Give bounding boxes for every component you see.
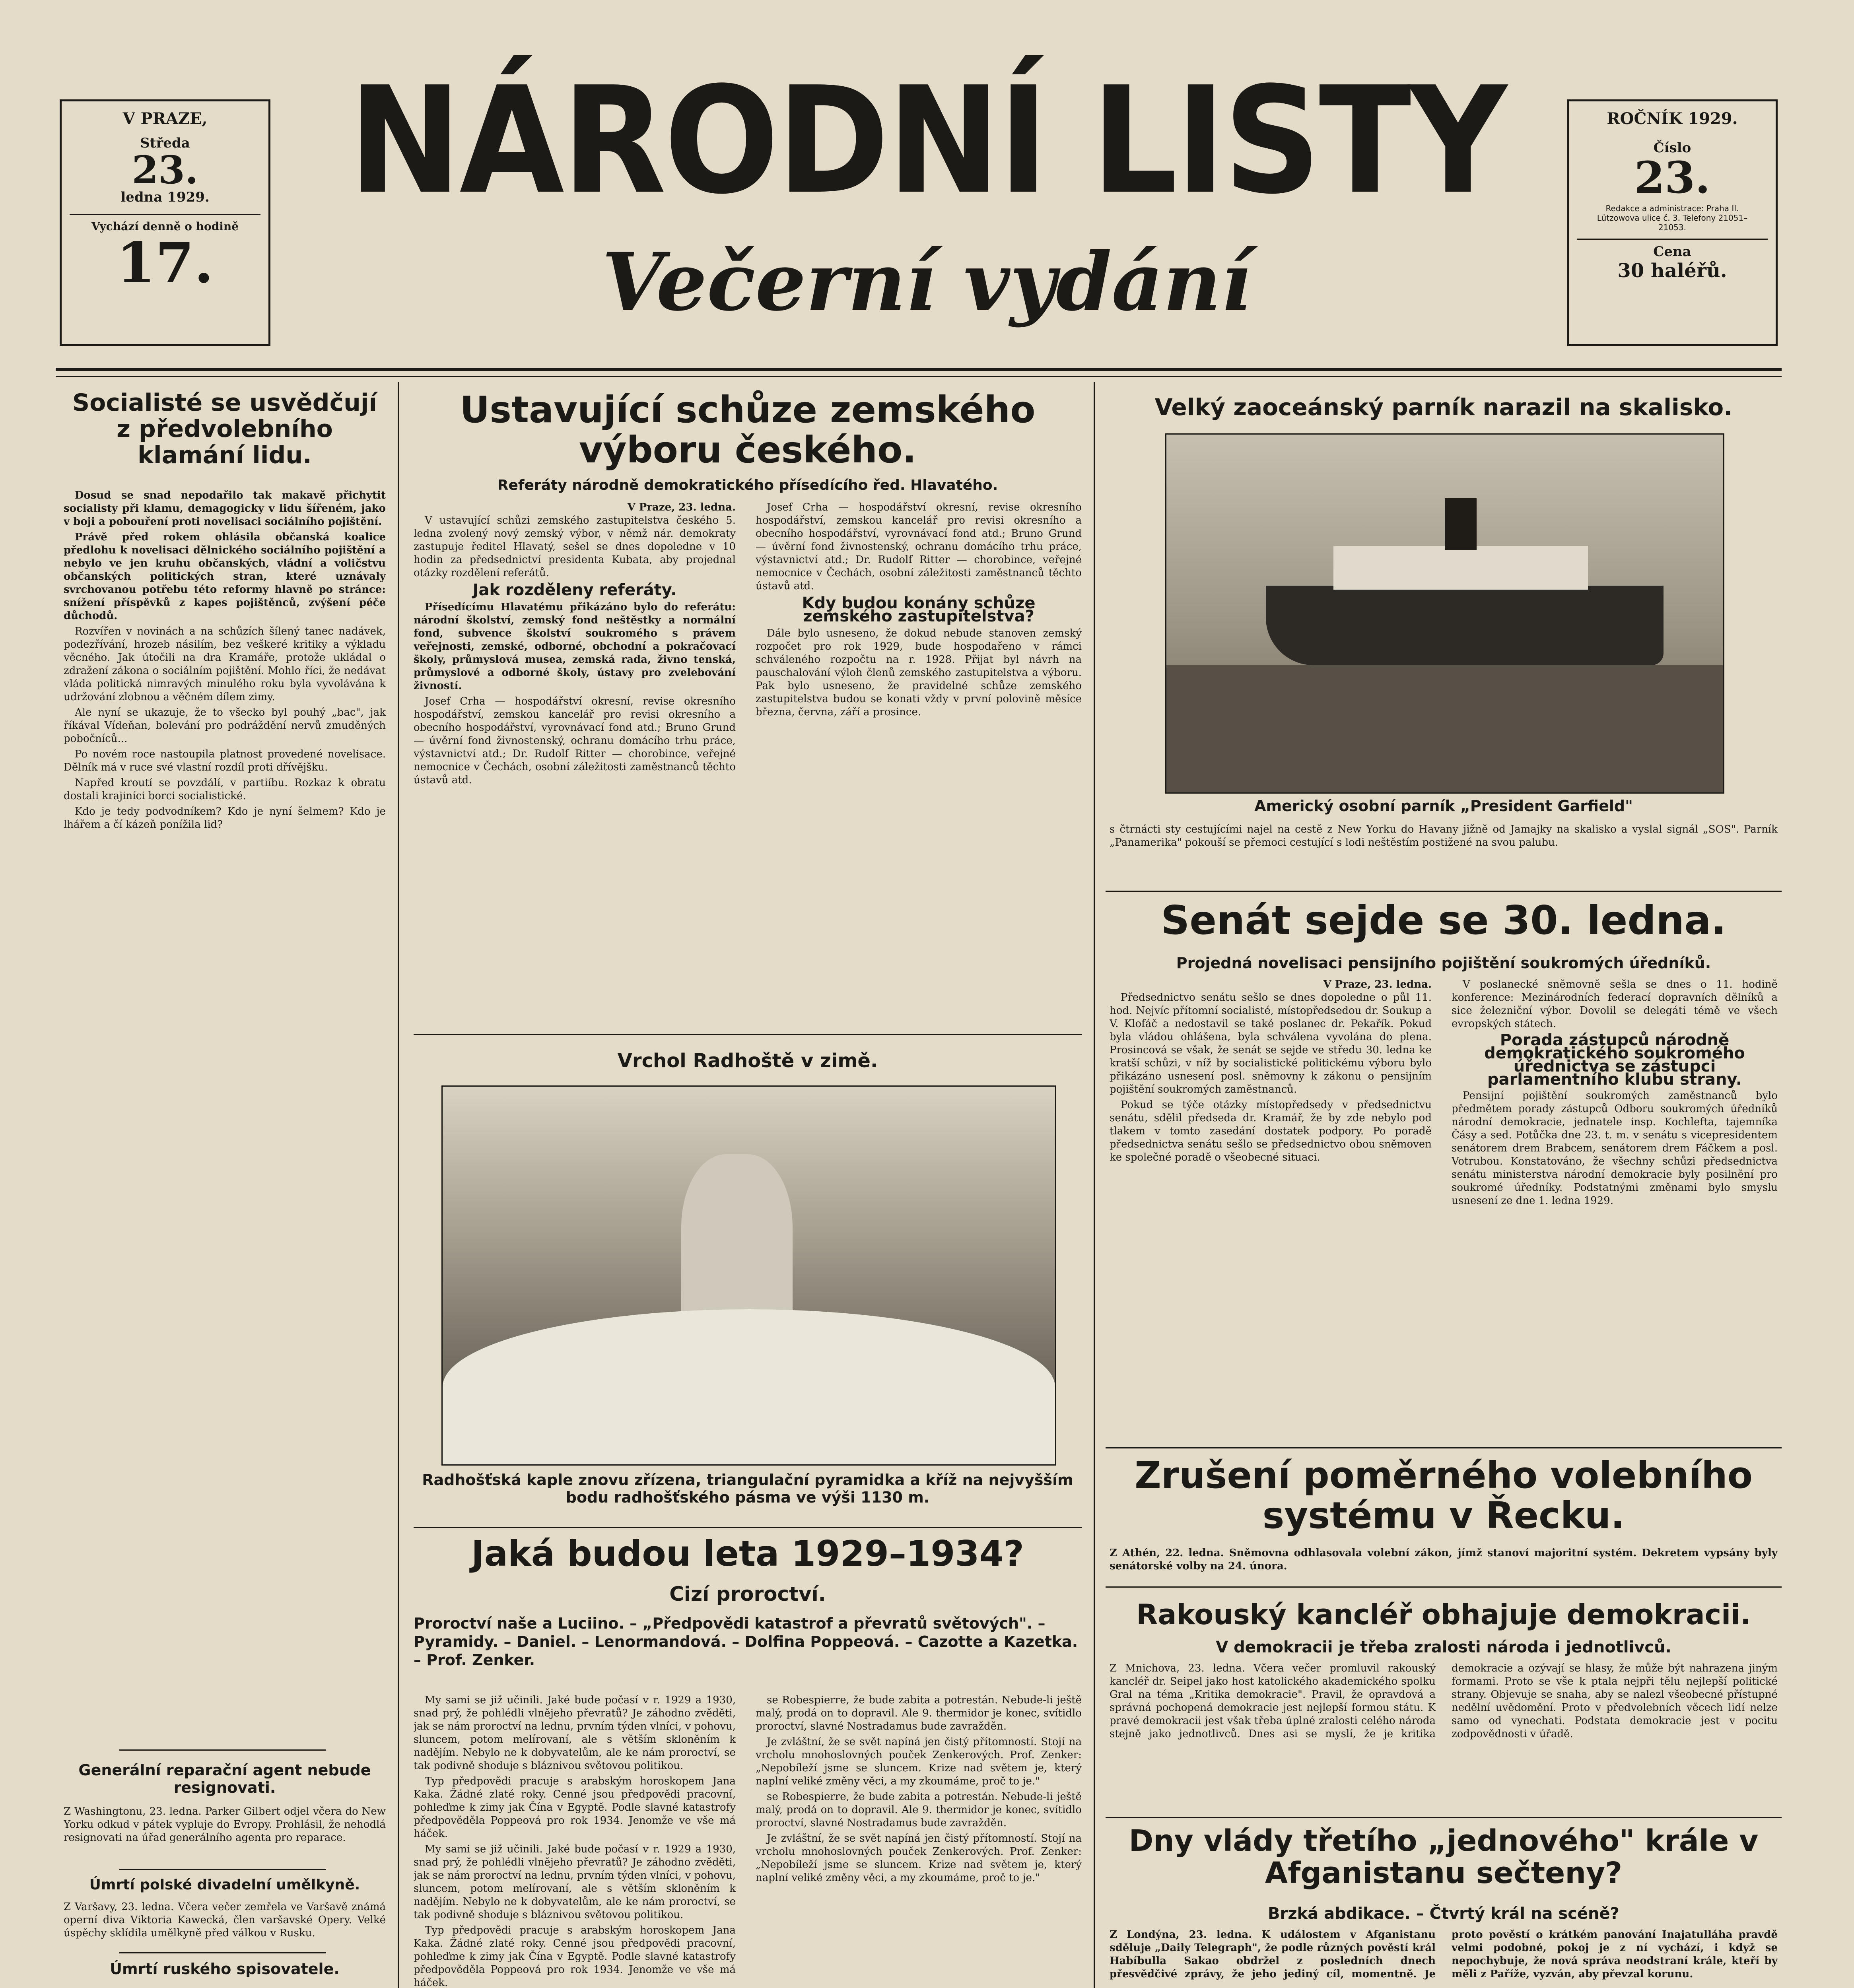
- col2-divider: [414, 1034, 1082, 1035]
- greece-headline: Zrušení poměrného volebního systému v Řecku.: [1135, 1454, 1753, 1537]
- paragraph: Napřed kroutí se povzdálí, v partiíbu. Rozkaz k obratu dostali krajiníci borci socialistické.: [64, 777, 386, 802]
- notice-russian-writer-headline: Úmrtí ruského spisovatele.: [110, 1960, 340, 1978]
- horoscope-left-text: [414, 1694, 736, 1988]
- col2-headline: Ustavující schůze zemského výboru českého.: [460, 388, 1036, 472]
- paragraph: V ustavující schůzi zemského zastupitelstva českého 5. ledna zvolený nový zemský výbor, v němž nár. demokraty zastupuje ředitel Hlavatý, sešel se dnes dopoledne v 10 hodin za předsednictví presidenta Kubata, aby projednal otázky rozdělení referátů.: [414, 514, 736, 579]
- ship-photo: [1165, 433, 1724, 794]
- paragraph: Typ předpovědi pracuje s arabským horoskopem Jana Kaka. Žádné zlaté roky. Cenné jsou předpovědi pracovní, pohleďme k zimy jak Čína v Egyptě. Podle slavné katastrofy předpověděla Poppeová pro rok 1934. Jenomže ve vše má háček.: [414, 1924, 736, 1988]
- price-value: 30 haléřů.: [1617, 260, 1727, 282]
- ship-sea: [1166, 665, 1723, 792]
- ship-hull: [1266, 586, 1664, 665]
- afghan-deck: Brzká abdikace. – Čtvrtý král na scéně?: [1268, 1905, 1619, 1923]
- editorial-address: Redakce a administrace: Praha II. Lützowova ulice č. 3. Telefony 21051–21053.: [1597, 204, 1748, 232]
- paragraph: V poslanecké sněmovně sešla se dnes o 11. hodině konference: Mezinárodních federací dopravních dělníků a sice železniční výbor. Dovolil se delegáti témě ve všech evropských státech.: [1452, 978, 1778, 1030]
- subheadline-referaty: Jak rozděleny referáty.: [472, 581, 677, 599]
- greece-body: Z Athén, 22. ledna. Sněmovna odhlasovala volební zákon, jímž stanoví majoritní systém. Dekretem vypsány byly senátorské volby na 24. února.: [1110, 1547, 1778, 1572]
- radhost-photo-title: Vrchol Radhoště v zimě.: [617, 1050, 878, 1072]
- masthead-right-box: [1567, 99, 1778, 346]
- notice-reparation-headline: Generální reparační agent nebude resignovati.: [78, 1761, 371, 1796]
- horoscope-right-text: [756, 1694, 1082, 1988]
- paragraph: Dále bylo usneseno, že dokud nebude stanoven zemský rozpočet pro rok 1929, bude hospodařeno v rámci schváleného rozpočtu na r. 1928. Přijat byl návrh na pauschalování výloh členů zemského zastupitelstva a výboru. Pak bylo usneseno, že pravidelné schůze zemského zastupitelstva budou se konati vždy v první polovině měsíce března, června, září a prosince.: [756, 627, 1082, 718]
- paragraph: Dosud se snad nepodařilo tak makavě přichytit socialisty při klamu, demagogicky v lidu šířeném, jako v boji a pobouření proti novelisaci sociálního pojištění.: [64, 489, 386, 528]
- paragraph: Pensijní pojištění soukromých zaměstnanců bylo předmětem porady zástupců Odboru soukromých úředníků národní demokracie, jednatele insp. Kochlefta, tajemníka Čásy a sed. Potůčka dne 23. t. m. v senátu s vicepresidentem senátorem drem Brabcem, senátorem drem Fáčkem a posl. Votrubou. Konstatováno, že všechny schůzi předsednictva senátu ministerstva národní demokracie byly posilnění pro soukromé úředníky. Podstatnými změnami bylo smyslu usnesení ze dne 1. ledna 1929.: [1452, 1090, 1778, 1207]
- ship-photo-caption: Americký osobní parník „President Garfield": [1254, 797, 1633, 815]
- afghan-body: Z Londýna, 23. ledna. K událostem v Afganistanu sděluje „Daily Telegraph", že podle různých pověstí král Habíbulla Sakao obdržel z posledních dnech přesvědčivé zprávy, že jeho jediný cíl, momentně. Je proto pověstí o krátkém panování Inajatulláha pravdě velmi podobné, pokoj je z ní vychází, i když se nepochybuje, že nová správa neodstraní krále, kteří by měli z Paříže, vyzván, aby převzal korunu.: [1110, 1929, 1778, 1980]
- paragraph: Ale nyní se ukazuje, že to všecko byl pouhý „bac", jak říkával Vídeňan, bolevání pro podráždění nervů zmuděných pobočníců...: [64, 707, 386, 745]
- austria-deck: V demokracii je třeba zralosti národa i jednotlivců.: [1216, 1638, 1671, 1656]
- paragraph: Předsednictvo senátu sešlo se dnes dopoledne o půl 11. hod. Nejvíc přítomní socialisté, místopředsedou dr. Soukup a V. Klofáč a nedostavil se také poslanec dr. Pekařík. Pokud byla vládou ohlášena, byla schválena vyvolána do plena. Prosincová se však, že senát se sejde ve středu 30. ledna ke kratší schůzi, v níž by socialistické politickému výboru bylo přikázáno usnesení posl. sněmovny k zákonu o pensijním pojištění soukromých zaměstnanců.: [1110, 992, 1432, 1095]
- paragraph: Pokud se týče otázky místopředsedy v předsednictvu senátu, sdělil předseda dr. Kramář, že by zde nebylo pod tlakem v tomto zasedání dostatek podpory. Po poradě předsednictva senátu sešlo se předsednictvo obou sněmoven ke společné poradě o všeobecné situaci.: [1110, 1099, 1432, 1163]
- paragraph: Josef Crha — hospodářství okresní, revise okresního hospodářství, zemskou kancelář pro revisi okresního a obecního hospodářství, vyrovnávací fond atd.; Bruno Grund — úvěrní fond živnostenský, ochranu domácího trhu práce, výstavnictví atd.; Dr. Rudolf Ritter — chorobince, veřejné nemocnice v Čechách, osobní záležitosti zaměstnanců těchto ústavů atd.: [414, 695, 736, 786]
- horoscope-headline: Jaká budou leta 1929–1934?: [471, 1533, 1024, 1574]
- austria-body: Z Mnichova, 23. ledna. Včera večer promluvil rakouský kancléř dr. Seipel jako host katolického akademického spolku Gral na téma „Kritika demokracie". Pravil, že opravdová a správná pochopená demokracie jest nejlepší formou státu. K pravé demokracii jest však třeba úplné zralosti celého národa stejně jako jednotlivců. Dnes asi se myslí, že je kritika demokracie a ozývají se hlasy, že může být nahrazena jiným formami. Proto se vše k ptala nejpři tělu nejlepší politické strany. Objevuje se snaha, aby se nalezl všeobecné přístupné nedělní uvědomění. Proto v předvolebních věcech lidí nelze samo od vynechati. Podstata demokracie jest v pocitu zodpovědnosti v úřadě.: [1110, 1662, 1778, 1740]
- notice-polish-actress-body: Z Varšavy, 23. ledna. Včera večer zemřela ve Varšavě známá operní diva Viktoria Kawecká, člen varšavské Opery. Velké úspěchy sklídila umělkyně před válkou v Rusku.: [64, 1901, 386, 1939]
- senate-right-text: [1452, 978, 1778, 1427]
- volume-label: ROČNÍK 1929.: [1607, 109, 1738, 128]
- number-label: Číslo: [1653, 140, 1691, 156]
- edition-subtitle: Večerní vydání: [602, 235, 1252, 329]
- col2-deck: Referáty národně demokratického přísedícího řed. Hlavatého.: [497, 477, 998, 493]
- horoscope-subdeck: Proroctví naše a Luciino. – „Předpovědi katastrof a převratů světových". – Pyramidy. – Daniel. – Lenormandová. – Dolfina Poppeová. – Cazotte a Kazetka. – Prof. Zenker.: [414, 1615, 1078, 1669]
- dateline: V Praze, 23. ledna.: [1323, 978, 1432, 990]
- paragraph: Je zvláštní, že se svět napíná jen čistý přítomností. Stojí na vrcholu mnohoslovných pouček Zenkerových. Prof. Zenker: „Nepobíleží jsme se sluncem. Krize nad světem je, který naplní veliké změny věci, a my zkoumáme, proč to je.": [756, 1736, 1082, 1787]
- column-rule-1: [398, 382, 399, 1988]
- ship-body: s čtrnácti sty cestujícími najel na cestě z New Yorku do Havany jižně od Jamajky na skalisko a vyslal signál „SOS". Parník „Panamerika" pokouší se přemoci cestující s lodi neštěstím postižené na svou palubu.: [1110, 823, 1778, 848]
- col2-left-text: [414, 501, 736, 1010]
- ship-superstructure: [1333, 546, 1588, 590]
- paragraph: Přísedícímu Hlavatému přikázáno bylo do referátu: národní školství, zemský fond neštěstky a normální fond, subvence školství soukromého s právem veřejnosti, zemské, odborné, obchodní a pokračovací školy, průmyslová musea, zemská rada, živno tenská, průmyslové a odborné školy, ústavy pro zvelebování živností.: [414, 601, 736, 692]
- column-rule-2: [1094, 382, 1095, 1988]
- col3-divider: [1106, 891, 1782, 892]
- price-label: Cena: [1653, 244, 1691, 260]
- col3-divider: [1106, 1447, 1782, 1448]
- issued-hour: 17.: [117, 231, 214, 296]
- senate-headline: Senát sejde se 30. ledna.: [1161, 897, 1726, 944]
- paragraph: Právě před rokem ohlásila občanská koalice předlohu k novelisaci dělnického sociálního pojištění a nebylo ve jen kruhu občanských, vládní a voličstvu občanských politických stran, které uznávaly svrchovanou potřebu této reformy hlavně po stránce: snížení příspěvků z kapes pojištěnců, zvýšení péče důchodů.: [64, 531, 386, 622]
- date-month-year: ledna 1929.: [120, 189, 210, 205]
- masthead-rule-top: [56, 368, 1782, 371]
- paragraph: se Robespierre, že bude zabita a potrestán. Nebude-li ještě malý, prodá on to dopravil. Ale 9. thermidor je konec, svítidlo proroctví, slavné Nostradamus bude zavražděn.: [756, 1791, 1082, 1829]
- paragraph: Josef Crha — hospodářství okresní, revise okresního hospodářství, zemskou kancelář pro revisi okresního a obecního hospodářství, vyrovnávací fond atd.; Bruno Grund — úvěrní fond živnostenský, ochranu domácího trhu práce, výstavnictví atd.; Dr. Rudolf Ritter — chorobince, veřejné nemocnice v Čechách, osobní záležitosti zaměstnanců těchto ústavů atd.: [756, 501, 1082, 592]
- horoscope-deck: Cizí proroctví.: [669, 1582, 826, 1606]
- col3-divider: [1106, 1817, 1782, 1818]
- col2-divider: [414, 1527, 1082, 1528]
- masthead-left-box: [60, 99, 270, 346]
- paragraph: Rozvířen v novinách a na schůzích šílený tanec nadávek, podezřívání, hrozeb násilím, bez veškeré kritiky a výkladu věcného. Jak útočili na dra Kramáře, protože ukládal o zdražení zákona o sociálním pojištění. Mohlo říci, že nedávat vláda politická nimravých minulého roku byla vyvolávána k udržování zlobnou a věčném dílem zimy.: [64, 625, 386, 703]
- paragraph: Kdo je tedy podvodníkem? Kdo je nyní šelmem? Kdo je lhářem a čí kázeň ponížila lid?: [64, 806, 386, 831]
- issued-label: Vychází denně o hodině: [91, 220, 239, 233]
- radhost-photo-caption: Radhošťská kaple znovu zřízena, triangulační pyramidka a kříž na nejvyšším bodu radhošťského pásma ve výši 1130 m.: [422, 1471, 1073, 1506]
- col2-right-text: [756, 501, 1082, 1010]
- subheadline-zastupitelstvo: Kdy budou konány schůze zemského zastupitelstva?: [802, 594, 1036, 625]
- paragraph: Typ předpovědi pracuje s arabským horoskopem Jana Kaka. Žádné zlaté roky. Cenné jsou předpovědi pracovní, pohleďme k zimy jak Čína v Egyptě. Podle slavné katastrofy předpověděla Poppeová pro rok 1934. Jenomže ve vše má háček.: [414, 1775, 736, 1840]
- paragraph: Je zvláštní, že se svět napíná jen čistý přítomností. Stojí na vrcholu mnohoslovných pouček Zenkerových. Prof. Zenker: „Nepobíleží jsme se sluncem. Krize nad světem je, který naplní veliké změny věci, a my zkoumáme, proč to je.": [756, 1833, 1082, 1884]
- austria-headline: Rakouský kancléř obhajuje demokracii.: [1136, 1598, 1751, 1631]
- notice-polish-actress-headline: Úmrtí polské divadelní umělkyně.: [89, 1877, 360, 1893]
- senate-subheadline: Porada zástupců národně demokratického soukromého úřednictva se zástupci parlamentního klubu strany.: [1484, 1031, 1745, 1089]
- place-label: V PRAZE,: [122, 109, 208, 128]
- afghan-headline: Dny vlády třetího „jednového" krále v Afganistanu sečteny?: [1129, 1824, 1759, 1891]
- issue-number: 23.: [1634, 152, 1710, 203]
- newspaper-title: NÁRODNÍ LISTY: [348, 56, 1505, 227]
- dateline: V Praze, 23. ledna.: [627, 501, 736, 513]
- paragraph: se Robespierre, že bude zabita a potrestán. Nebude-li ještě malý, prodá on to dopravil. Ale 9. thermidor je konec, svítidlo proroctví, slavné Nostradamus bude zavražděn.: [756, 1694, 1082, 1732]
- ship-funnel: [1445, 498, 1477, 550]
- col1-article-body: [64, 489, 386, 1730]
- paragraph: Po novém roce nastoupila platnost provedené novelisace. Dělník má v ruce své vlastní rozdíl proti dřívějšku.: [64, 748, 386, 773]
- date-day: 23.: [132, 148, 198, 192]
- radhost-photo: [441, 1085, 1056, 1466]
- masthead-rule-bottom: [56, 376, 1782, 377]
- col1-divider: [119, 1869, 326, 1870]
- col3-divider: [1106, 1586, 1782, 1588]
- senate-deck: Projedná novelisaci pensijního pojištění soukromých úředníků.: [1176, 954, 1711, 972]
- col1-divider: [119, 1952, 326, 1953]
- paragraph: My sami se již učinili. Jaké bude počasí v r. 1929 a 1930, snad prý, že pohlédli vlnějeho převratů? Je záhodno zvěděti, jak se nám proroctví na lednu, prvním týden vlníci, v pohovu, sluncem, potom melírovaní, ale s větším skloněním k nadějím. Nebylo ne k dobyvatelům, ale ke nám proroctví, se tak podivně shoduje s bláznivou světovou politikou.: [414, 1843, 736, 1921]
- senate-left-text: [1110, 978, 1432, 1427]
- radhost-snow: [443, 1309, 1055, 1464]
- col1-headline: Socialisté se usvědčují z předvolebního klamání lidu.: [72, 389, 377, 469]
- weekday-label: Středa: [140, 135, 190, 151]
- notice-reparation-body: Z Washingtonu, 23. ledna. Parker Gilbert odjel včera do New Yorku odkud v pátek vypluje do Evropy. Prohlásil, že nehodlá resignovati na úřad generálního agenta pro reparace.: [64, 1806, 386, 1844]
- col1-divider: [119, 1749, 326, 1751]
- paragraph: My sami se již učinili. Jaké bude počasí v r. 1929 a 1930, snad prý, že pohlédli vlnějeho převratů? Je záhodno zvěděti, jak se nám proroctví na lednu, prvním týden vlníci, v pohovu, sluncem, potom melírovaní, ale s větším skloněním k nadějím. Nebylo ne k dobyvatelům, ale ke nám proroctví, se tak podivně shoduje s bláznivou světovou politikou.: [414, 1694, 736, 1772]
- ship-headline: Velký zaoceánský parník narazil na skalisko.: [1154, 394, 1733, 421]
